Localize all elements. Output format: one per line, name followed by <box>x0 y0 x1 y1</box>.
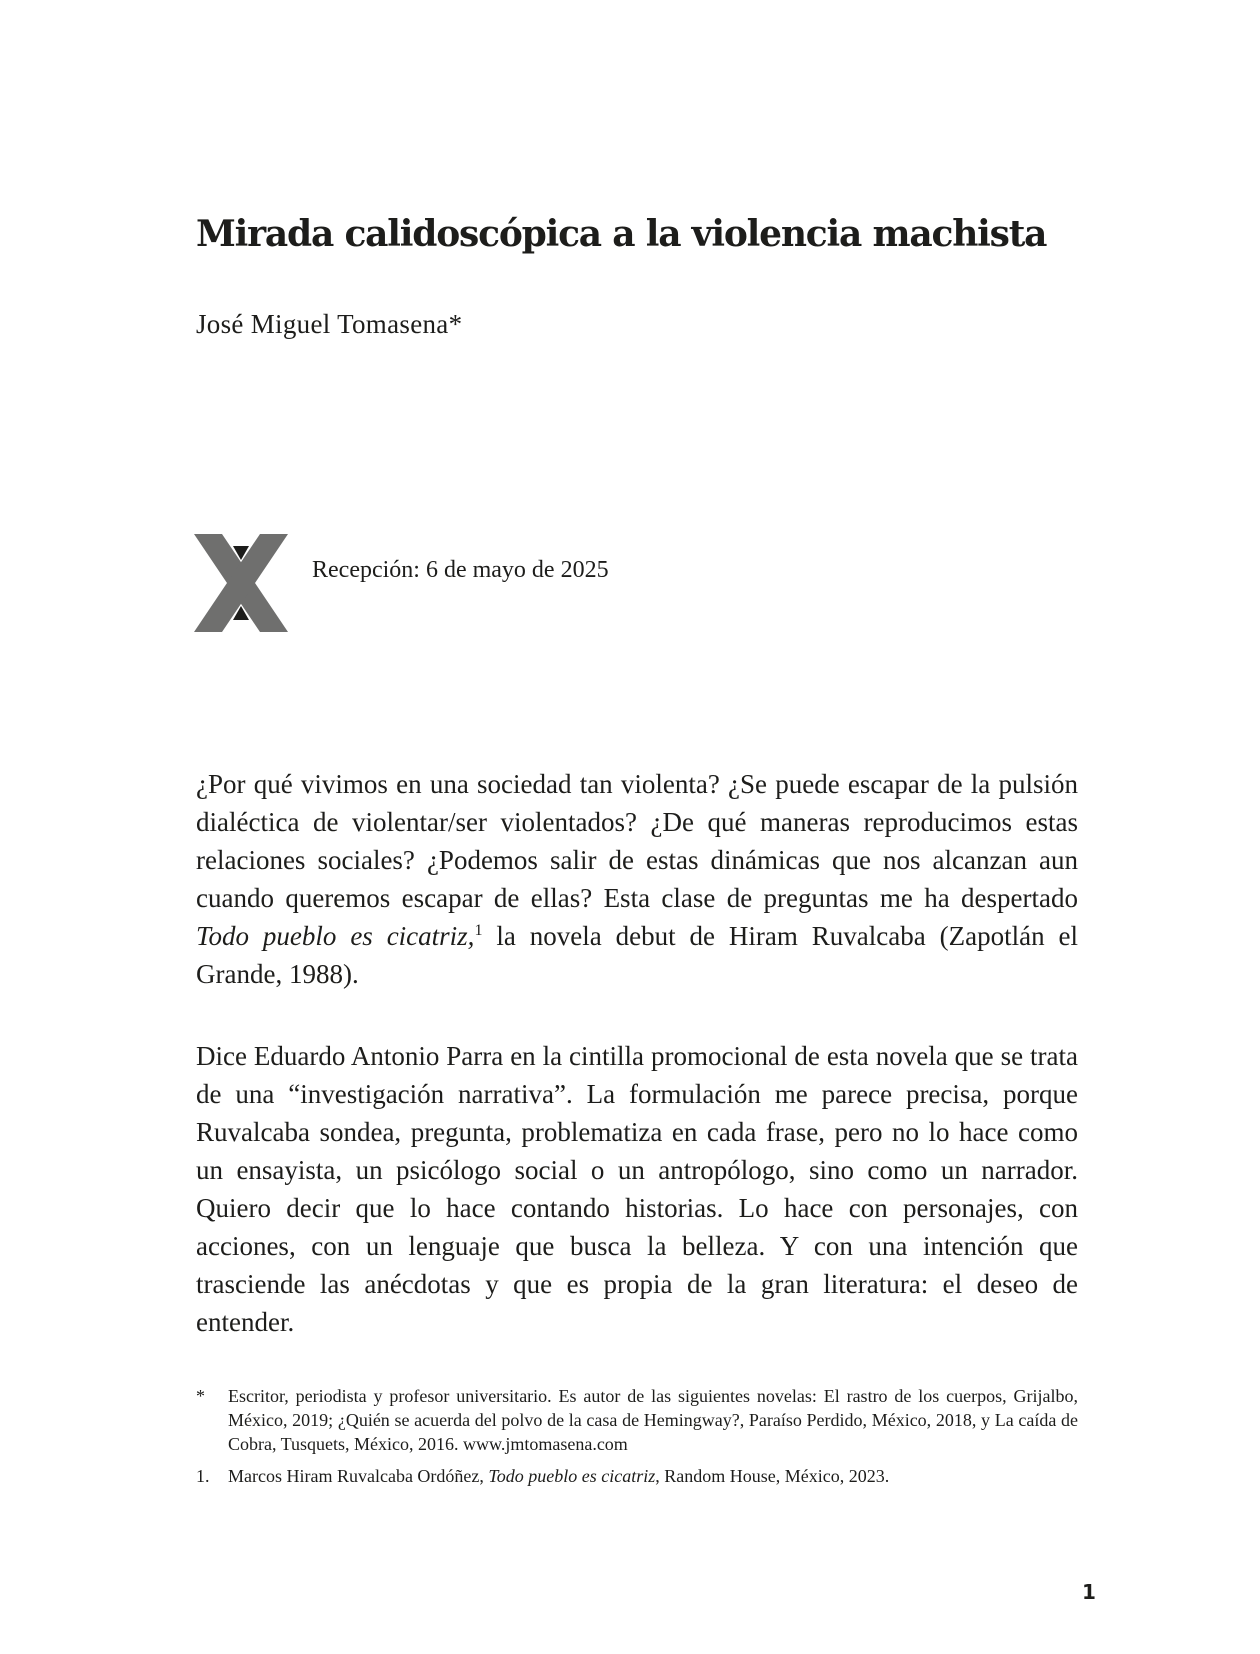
footnote-1-publisher: , Random House, México, 2023. <box>655 1466 890 1486</box>
footnote-ref-1: 1 <box>474 921 483 939</box>
page-number: 1 <box>1082 1580 1096 1604</box>
footnotes <box>196 1384 1078 1496</box>
book-title-italic: Todo pueblo es cicatriz, <box>196 921 475 951</box>
paragraph-1-text-end: la novela debut de Hiram Ruvalcaba (Zapotlán el Grande, 1988). <box>196 921 1078 989</box>
body-paragraph-2: Dice Eduardo Antonio Parra en la cintilla promocional de esta novela que se trata de una “investigación narrativa”. La formulación me parece precisa, porque Ruvalcaba sondea, pregunta, problematiza en cada frase, pero no lo hace como un ensayista, un psicólogo social o un antropólogo, sino como un narrador. Quiero decir que lo hace contando historias. Lo hace con personajes, con acciones, con un lenguaje que busca la belleza. Y con una intención que trasciende las anécdotas y que es propia de la gran literatura: el deseo de entender. <box>196 1041 1078 1337</box>
footnote-1-book-title: Todo pueblo es cicatriz <box>488 1466 656 1486</box>
footnote-mark-1: 1. <box>196 1466 210 1486</box>
body-paragraph-1 <box>196 765 1078 993</box>
footnote-mark-asterisk: * <box>196 1386 205 1406</box>
footnote-author <box>196 1384 1078 1456</box>
footnote-1-text <box>228 1464 1078 1488</box>
author-name: José Miguel Tomasena* <box>196 309 463 339</box>
footnote-1-author: Marcos Hiram Ruvalcaba Ordóñez, <box>228 1466 489 1486</box>
paragraph-1-text: ¿Por qué vivimos en una sociedad tan violenta? ¿Se puede escapar de la pulsión dialéctica de violentar/ser violentados? ¿De qué maneras reproducimos estas relaciones sociales? ¿Podemos salir de estas dinámicas que nos alcanzan aun cuando queremos escapar de ellas? Esta clase de preguntas me ha despertado <box>196 769 1078 913</box>
footnote-author-text: Escritor, periodista y profesor universitario. Es autor de las siguientes novelas: El rastro de los cuerpos, Grijalbo, México, 2019; ¿Quién se acuerda del polvo de la casa de Hemingway?, Paraíso Perdido, México, 2018, y La caída de Cobra, Tusquets, México, 2016. www.jmtomasena.com <box>228 1386 1078 1454</box>
article-title: Mirada calidoscópica a la violencia machista <box>196 213 1047 255</box>
reception-date: Recepción: 6 de mayo de 2025 <box>312 557 609 583</box>
footnote-1 <box>196 1464 1078 1488</box>
x-logo-icon <box>194 534 288 632</box>
